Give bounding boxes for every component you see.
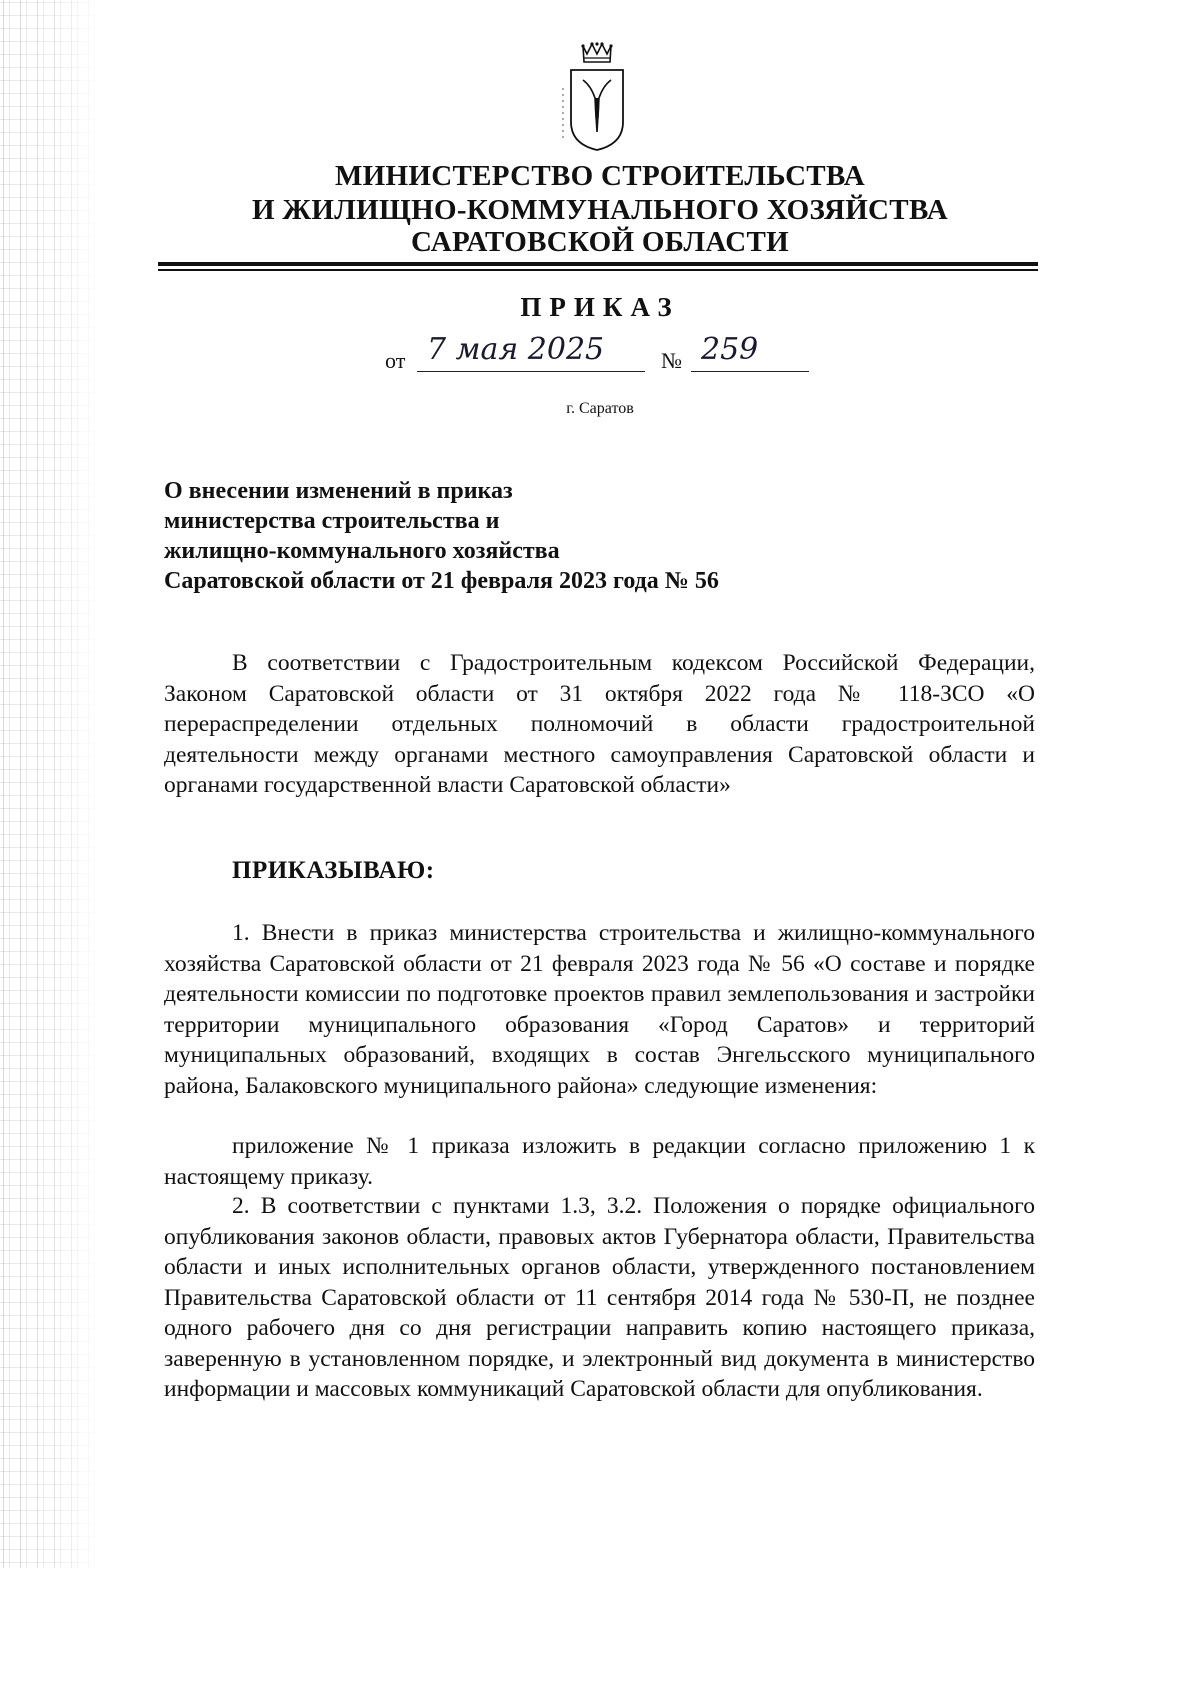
number-prefix-label: № <box>661 348 682 373</box>
order-verb-heading: ПРИКАЗЫВАЮ: <box>232 857 435 884</box>
subject-line: жилищно-коммунального хозяйства <box>164 538 560 564</box>
order-subject <box>164 476 719 596</box>
date-prefix-label: от <box>385 348 406 373</box>
item-1-paragraph: 1. Внести в приказ министерства строительства и жилищно-коммунального хозяйства Саратовской области от 21 февраля 2023 года № 56 «О составе и порядке деятельности комиссии по подготовке проектов правил землепользования и застройки территории муниципального образования «Город Саратов» и территорий муниципальных образований, входящих в состав Энгельсского муниципального района, Балаковского муниципального района» следующие изменения: <box>164 920 1035 1099</box>
preamble-paragraph: В соответствии с Градостроительным кодексом Российской Федерации, Законом Саратовской области от 31 октября 2022 года № 118-ЗСО «О перераспределении отдельных полномочий в области градостроительной деятельности между органами местного самоуправления Саратовской области и органами государственной власти Саратовской области» <box>164 650 1035 798</box>
header-rule-thick <box>158 262 1038 266</box>
city-label: г. Саратов <box>566 400 634 417</box>
handwritten-number: 259 <box>691 332 809 372</box>
subject-line: Саратовской области от 21 февраля 2023 года № 56 <box>164 568 719 594</box>
header-rule-thin <box>158 269 1038 271</box>
item-2-paragraph: 2. В соответствии с пунктами 1.3, 3.2. Положения о порядке официального опубликования законов области, правовых актов Губернатора области, Правительства области и иных исполнительных органов области, утвержденного постановлением Правительства Саратовской области от 11 сентября 2014 года № 530-П, не позднее одного рабочего дня со дня регистрации направить копию настоящего приказа, заверенную в установленном порядке, и электронный вид документа в министерство информации и массовых коммуникаций Саратовской области для опубликования. <box>164 1193 1035 1402</box>
coat-of-arms-icon <box>561 40 633 154</box>
subject-line: министерства строительства и <box>164 508 500 534</box>
handwritten-date: 7 мая 2025 <box>417 332 645 372</box>
scan-margin-noise <box>0 0 100 1568</box>
ministry-name-line3: САРАТОВСКОЙ ОБЛАСТИ <box>411 226 789 258</box>
subject-line: О внесении изменений в приказ <box>164 478 513 504</box>
ministry-name-line2: И ЖИЛИЩНО-КОММУНАЛЬНОГО ХОЗЯЙСТВА <box>251 194 949 226</box>
ministry-name-line1: МИНИСТЕРСТВО СТРОИТЕЛЬСТВА <box>334 160 866 192</box>
document-type-title: ПРИКАЗ <box>520 292 680 322</box>
item-1-change-paragraph: приложение № 1 приказа изложить в редакции согласно приложению 1 к настоящему приказу. <box>164 1133 1035 1190</box>
